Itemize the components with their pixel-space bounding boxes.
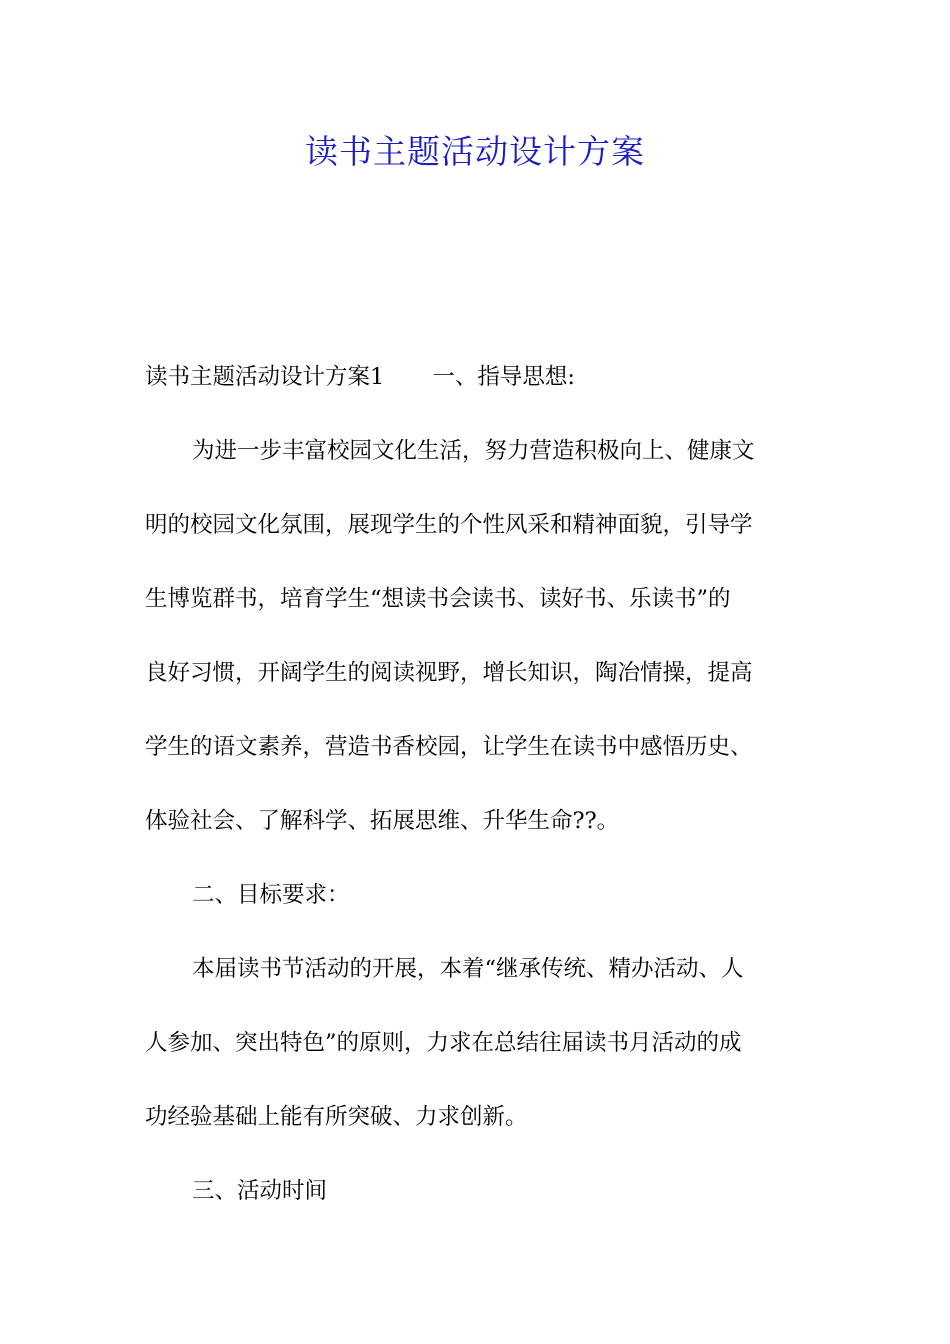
paragraph-line: 功经验基础上能有所突破、力求创新。 [145,1104,528,1130]
section-heading-activity-time: 三、活动时间 [192,1178,328,1204]
paragraph-line: 人参加、突出特色”的原则，力求在总结往届读书月活动的成 [145,1030,742,1056]
section-heading-guiding-thought: 一、指导思想: [432,364,575,390]
paragraph-line: 良好习惯，开阔学生的阅读视野，增长知识，陶冶情操，提高 [145,660,753,686]
paragraph-line: 明的校园文化氛围，展现学生的个性风采和精神面貌，引导学 [145,512,753,538]
document-title: 读书主题活动设计方案 [305,132,645,171]
paragraph-line: 生博览群书，培育学生“想读书会读书、读好书、乐读书”的 [145,586,731,612]
paragraph-line: 体验社会、了解科学、拓展思维、升华生命??。 [145,808,620,834]
section-heading-goals: 二、目标要求： [192,882,350,908]
paragraph-line: 学生的语文素养，营造书香校园，让学生在读书中感悟历史、 [145,734,753,760]
section-title-text: 读书主题活动设计方案1 [145,364,385,390]
paragraph-line: 本届读书节活动的开展，本着“继承传统、精办活动、人 [192,956,744,982]
paragraph-line: 为进一步丰富校园文化生活，努力营造积极向上、健康文 [192,438,755,464]
paragraph-line-heading [145,340,807,414]
document-body [145,340,807,1228]
